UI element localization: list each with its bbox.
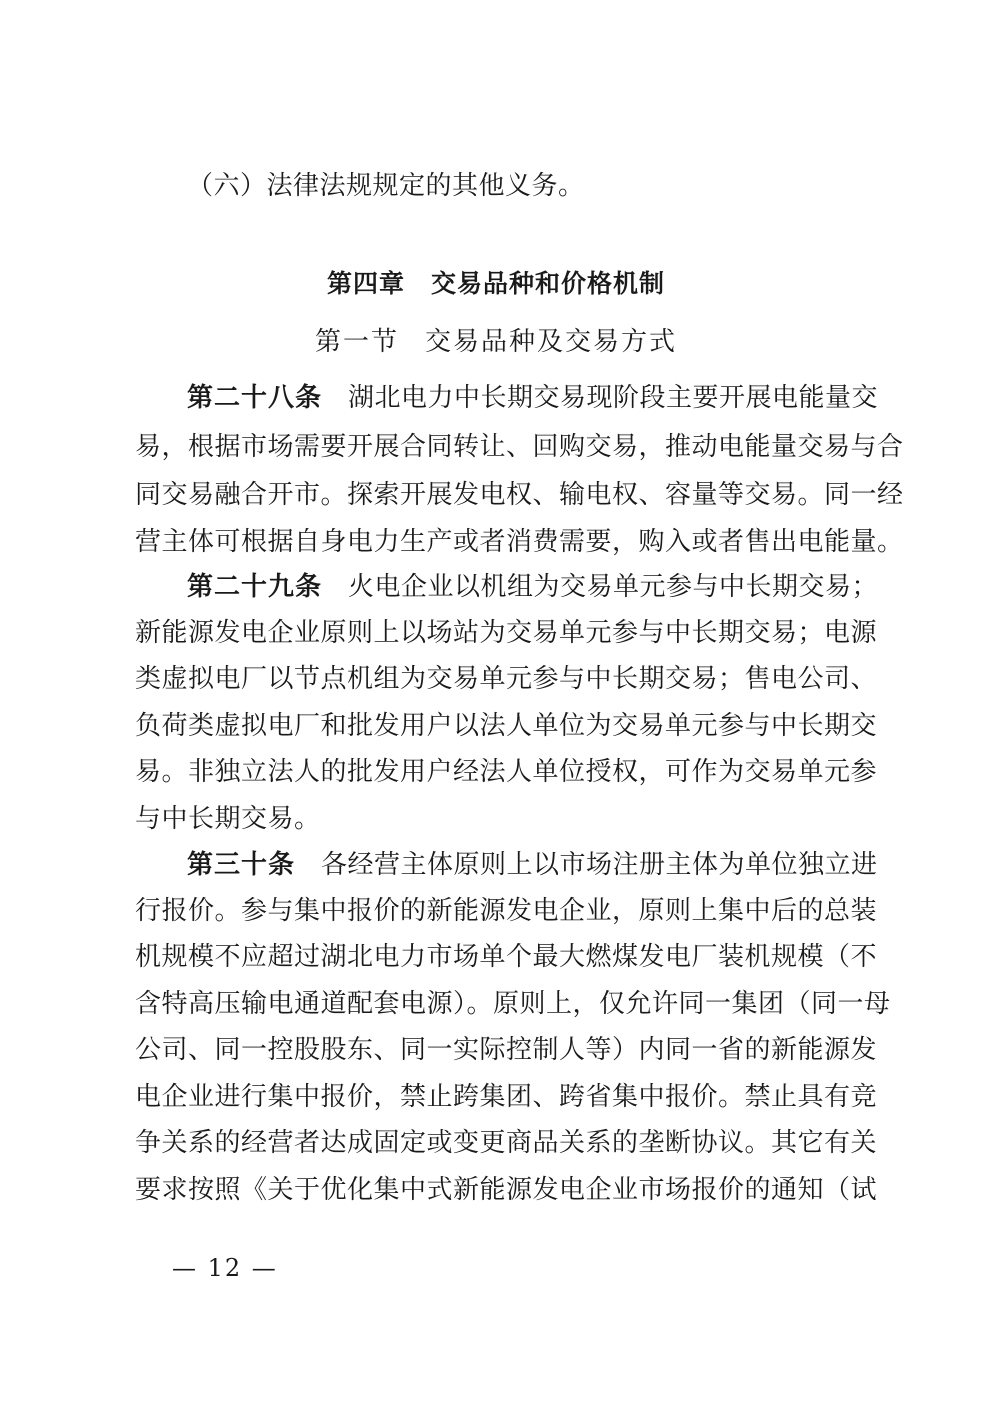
article-30-line: 行报价。参与集中报价的新能源发电企业，原则上集中后的总装	[135, 896, 878, 926]
article-28-line: 同交易融合开市。探索开展发电权、输电权、容量等交易。同一经	[135, 480, 904, 510]
article-30-line: 电企业进行集中报价，禁止跨集团、跨省集中报价。禁止具有竞	[135, 1082, 878, 1112]
article-28-label: 第二十八条	[187, 383, 323, 413]
article-30-line: 机规模不应超过湖北电力市场单个最大燃煤发电厂装机规模（不	[135, 942, 878, 972]
article-30-line: 要求按照《关于优化集中式新能源发电企业市场报价的通知（试	[135, 1175, 878, 1205]
article-29-line: 类虚拟电厂以节点机组为交易单元参与中长期交易；售电公司、	[135, 664, 878, 694]
chapter-title	[0, 264, 992, 304]
article-29-line: 易。非独立法人的批发用户经法人单位授权，可作为交易单元参	[135, 757, 878, 787]
article-28-text: 湖北电力中长期交易现阶段主要开展电能量交	[348, 383, 879, 413]
article-28-line: 营主体可根据自身电力生产或者消费需要，购入或者售出电能量。	[135, 527, 904, 557]
chapter-name: 交易品种和价格机制	[431, 269, 666, 298]
article-29-line: 新能源发电企业原则上以场站为交易单元参与中长期交易；电源	[135, 618, 878, 648]
article-30-line: 公司、同一控股股东、同一实际控制人等）内同一省的新能源发	[135, 1035, 878, 1065]
article-30-line: 含特高压输电通道配套电源）。原则上，仅允许同一集团（同一母	[135, 989, 891, 1019]
article-28-line: 易，根据市场需要开展合同转让、回购交易，推动电能量交易与合	[135, 432, 904, 462]
article-29-line: 与中长期交易。	[135, 804, 321, 834]
article-30-label: 第三十条	[187, 850, 296, 880]
page-number: — 12 —	[172, 1254, 278, 1282]
section-heading: 第一节	[314, 327, 399, 357]
article-29-label: 第二十九条	[187, 572, 323, 602]
chapter-heading: 第四章	[326, 269, 405, 298]
article-30-text: 各经营主体原则上以市场注册主体为单位独立进	[321, 850, 878, 880]
article-29-line: 负荷类虚拟电厂和批发用户以法人单位为交易单元参与中长期交	[135, 711, 878, 741]
article-30-line: 争关系的经营者达成固定或变更商品关系的垄断协议。其它有关	[135, 1128, 878, 1158]
article-28-first-line	[187, 378, 879, 418]
obligation-item-6: （六）法律法规规定的其他义务。	[187, 171, 585, 201]
article-30-first-line	[187, 845, 878, 885]
article-29-text: 火电企业以机组为交易单元参与中长期交易；	[348, 572, 879, 602]
article-29-first-line	[187, 567, 879, 607]
section-title	[0, 322, 992, 362]
section-name: 交易品种及交易方式	[425, 327, 678, 357]
